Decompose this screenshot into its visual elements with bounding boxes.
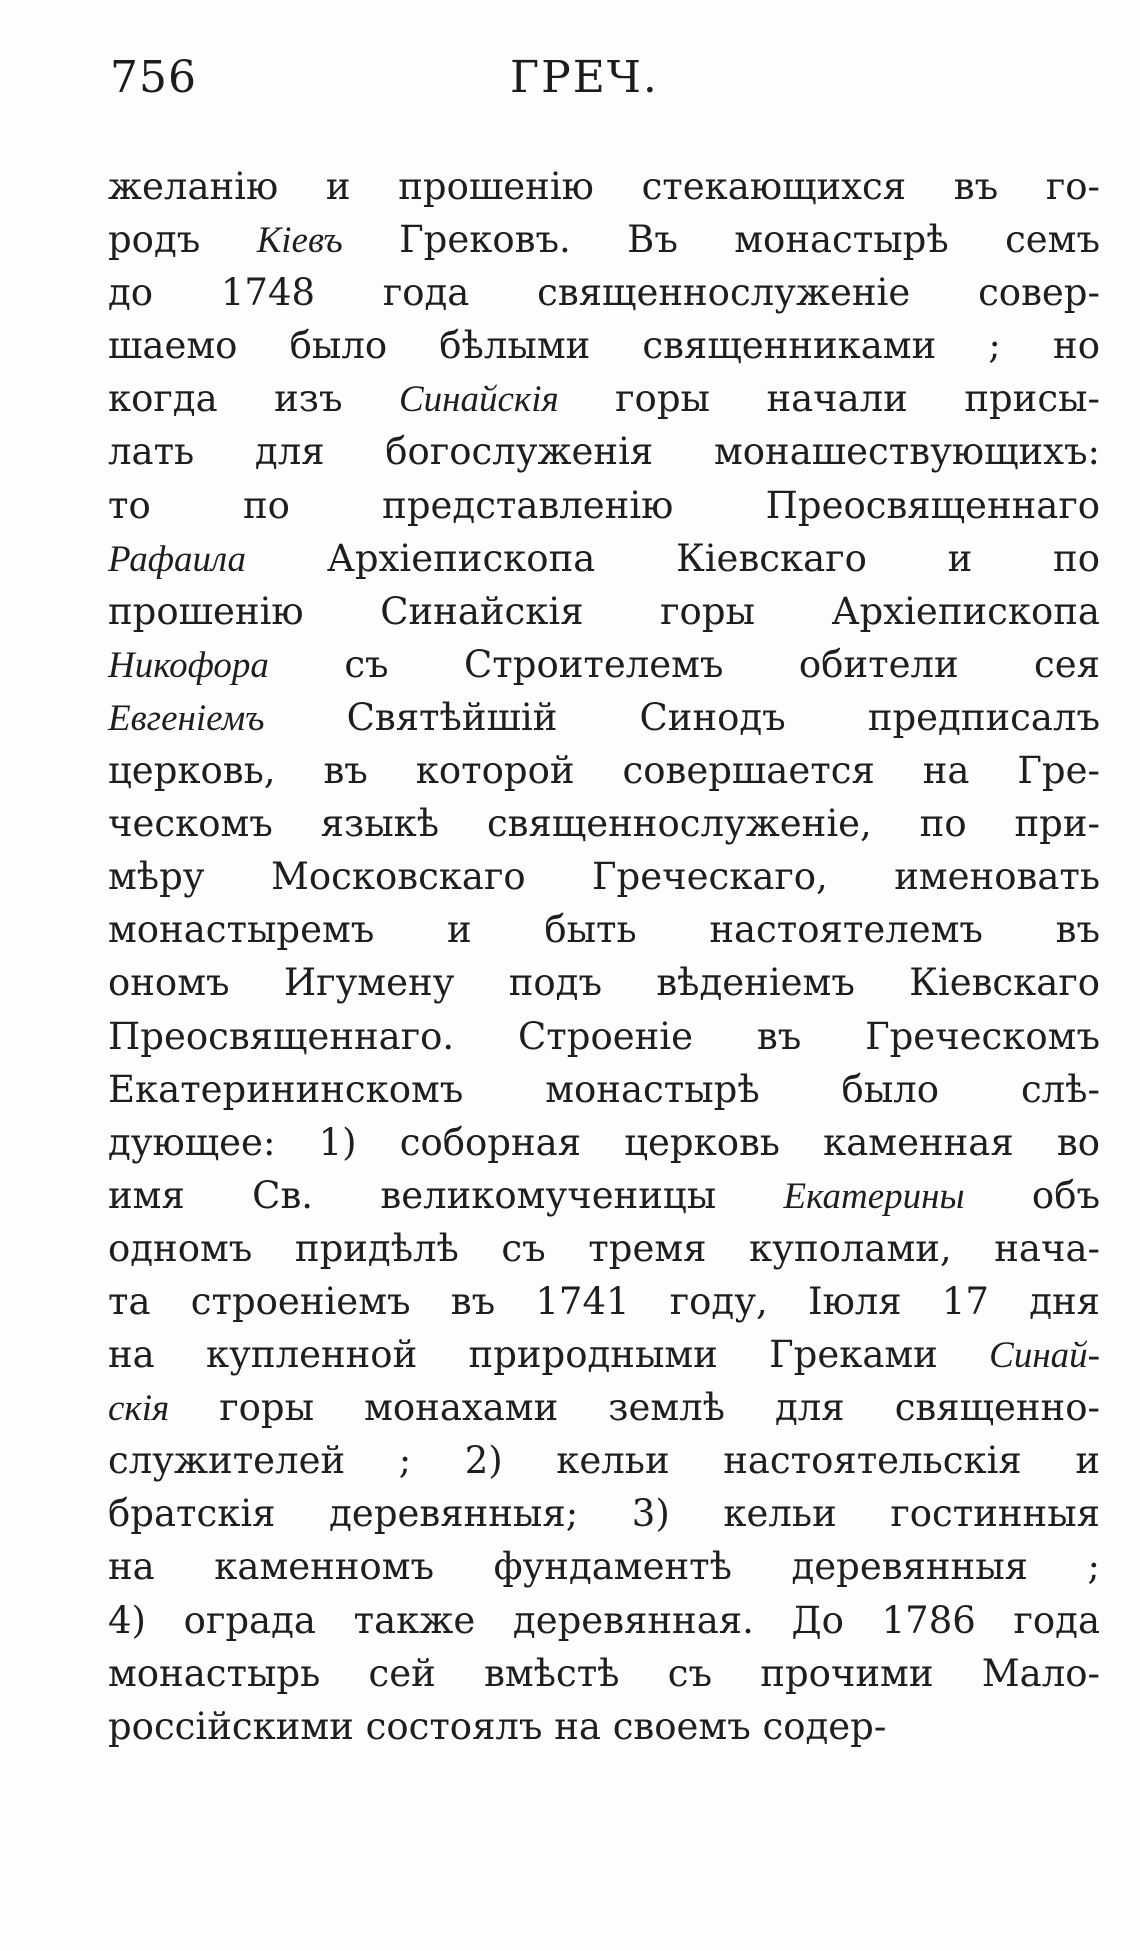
text-line bbox=[108, 903, 1100, 956]
text-segment: монастырь сей вмѣстѣ съ прочими Мало- bbox=[108, 1651, 1100, 1695]
text-segment: шаемо было бѣлыми священниками ; но bbox=[108, 324, 1100, 368]
text-segment: на купленной природными Греками bbox=[108, 1333, 990, 1377]
text-line bbox=[108, 1487, 1100, 1540]
text-segment: монастыремъ и быть настоятелемъ въ bbox=[108, 908, 1100, 952]
italic-name: Кiевъ bbox=[256, 220, 343, 262]
text-segment: имя Св. великомученицы bbox=[108, 1173, 784, 1217]
text-line bbox=[108, 638, 1100, 691]
text-segment: ческомъ языкѣ священнослуженiе, по при- bbox=[108, 802, 1100, 846]
text-segment: на каменномъ фундаментѣ деревянныя ; bbox=[108, 1545, 1100, 1589]
text-segment: Екатерининскомъ монастырѣ было слѣ- bbox=[108, 1067, 1100, 1111]
italic-name: Синайскiя bbox=[398, 379, 559, 421]
text-line bbox=[108, 956, 1100, 1009]
page-number: 756 bbox=[110, 52, 197, 103]
text-segment: ономъ Игумену подъ вѣденiемъ Кiевскаго bbox=[108, 961, 1100, 1005]
text-line bbox=[108, 1222, 1100, 1275]
text-segment: одномъ придѣлѣ съ тремя куполами, нача- bbox=[108, 1226, 1100, 1270]
text-line bbox=[108, 1540, 1100, 1593]
text-line bbox=[108, 372, 1100, 425]
text-segment: горы монахами землѣ для священно- bbox=[169, 1386, 1100, 1430]
running-title: ГРЕЧ. bbox=[510, 52, 659, 103]
text-line bbox=[108, 213, 1100, 266]
text-segment: мѣру Московскаго Греческаго, именовать bbox=[108, 855, 1100, 899]
text-segment: россiйскими состоялъ на своемъ содер- bbox=[108, 1704, 887, 1748]
text-segment: родъ bbox=[108, 218, 257, 262]
text-segment: братскiя деревянныя; 3) кельи гостинныя bbox=[108, 1492, 1100, 1536]
text-line bbox=[108, 850, 1100, 903]
text-line bbox=[108, 479, 1100, 532]
text-segment: лать для богослуженiя монашествующихъ: bbox=[108, 430, 1100, 474]
body-text bbox=[108, 160, 1100, 1753]
text-line bbox=[108, 1647, 1100, 1700]
text-line bbox=[108, 744, 1100, 797]
text-line bbox=[108, 1700, 1100, 1753]
text-segment: Архiепископа Кiевскаго и по bbox=[246, 536, 1100, 580]
text-line bbox=[108, 532, 1100, 585]
text-segment: до 1748 года священнослуженiе совер- bbox=[108, 271, 1100, 315]
italic-name: Никофора bbox=[108, 644, 269, 686]
text-segment: служителей ; 2) кельи настоятельскiя и bbox=[108, 1439, 1100, 1483]
italic-name: Рафаила bbox=[108, 538, 247, 580]
italic-name: Екатерины bbox=[783, 1175, 965, 1217]
text-segment: съ Строителемъ обители сея bbox=[268, 642, 1100, 686]
text-line bbox=[108, 1434, 1100, 1487]
text-segment: то по представленiю Преосвященнаго bbox=[108, 483, 1100, 527]
italic-name: Евгенiемъ bbox=[108, 697, 265, 739]
text-line bbox=[108, 266, 1100, 319]
text-line bbox=[108, 1010, 1100, 1063]
text-line bbox=[108, 1169, 1100, 1222]
text-segment: объ bbox=[964, 1173, 1101, 1217]
text-line bbox=[108, 1381, 1100, 1434]
text-line bbox=[108, 319, 1100, 372]
text-segment: 4) ограда также деревянная. До 1786 года bbox=[108, 1598, 1100, 1642]
text-segment: горы начали присы- bbox=[558, 377, 1100, 421]
text-line bbox=[108, 1594, 1100, 1647]
italic-name: Синай- bbox=[989, 1335, 1100, 1377]
text-line bbox=[108, 691, 1100, 744]
text-segment: когда изъ bbox=[108, 377, 399, 421]
text-line bbox=[108, 585, 1100, 638]
text-line bbox=[108, 1063, 1100, 1116]
running-head bbox=[0, 52, 1140, 112]
text-line bbox=[108, 1116, 1100, 1169]
text-segment: прошенiю Синайскiя горы Архiепископа bbox=[108, 589, 1100, 633]
italic-name: скiя bbox=[108, 1388, 170, 1430]
text-segment: Грековъ. Въ монастырѣ семъ bbox=[342, 218, 1101, 262]
text-segment: Святѣйшiй Синодъ предписалъ bbox=[264, 695, 1100, 739]
text-segment: Преосвященнаго. Строенiе въ Греческомъ bbox=[108, 1014, 1100, 1058]
text-line bbox=[108, 1275, 1100, 1328]
text-line bbox=[108, 160, 1100, 213]
text-line bbox=[108, 425, 1100, 478]
text-segment: та строенiемъ въ 1741 году, Iюля 17 дня bbox=[108, 1279, 1100, 1323]
text-line bbox=[108, 797, 1100, 850]
text-segment: церковь, въ которой совершается на Гре- bbox=[108, 749, 1100, 793]
text-segment: желанiю и прошенiю стекающихся въ го- bbox=[108, 165, 1100, 208]
text-line bbox=[108, 1328, 1100, 1381]
text-segment: дующее: 1) соборная церковь каменная во bbox=[108, 1120, 1100, 1164]
